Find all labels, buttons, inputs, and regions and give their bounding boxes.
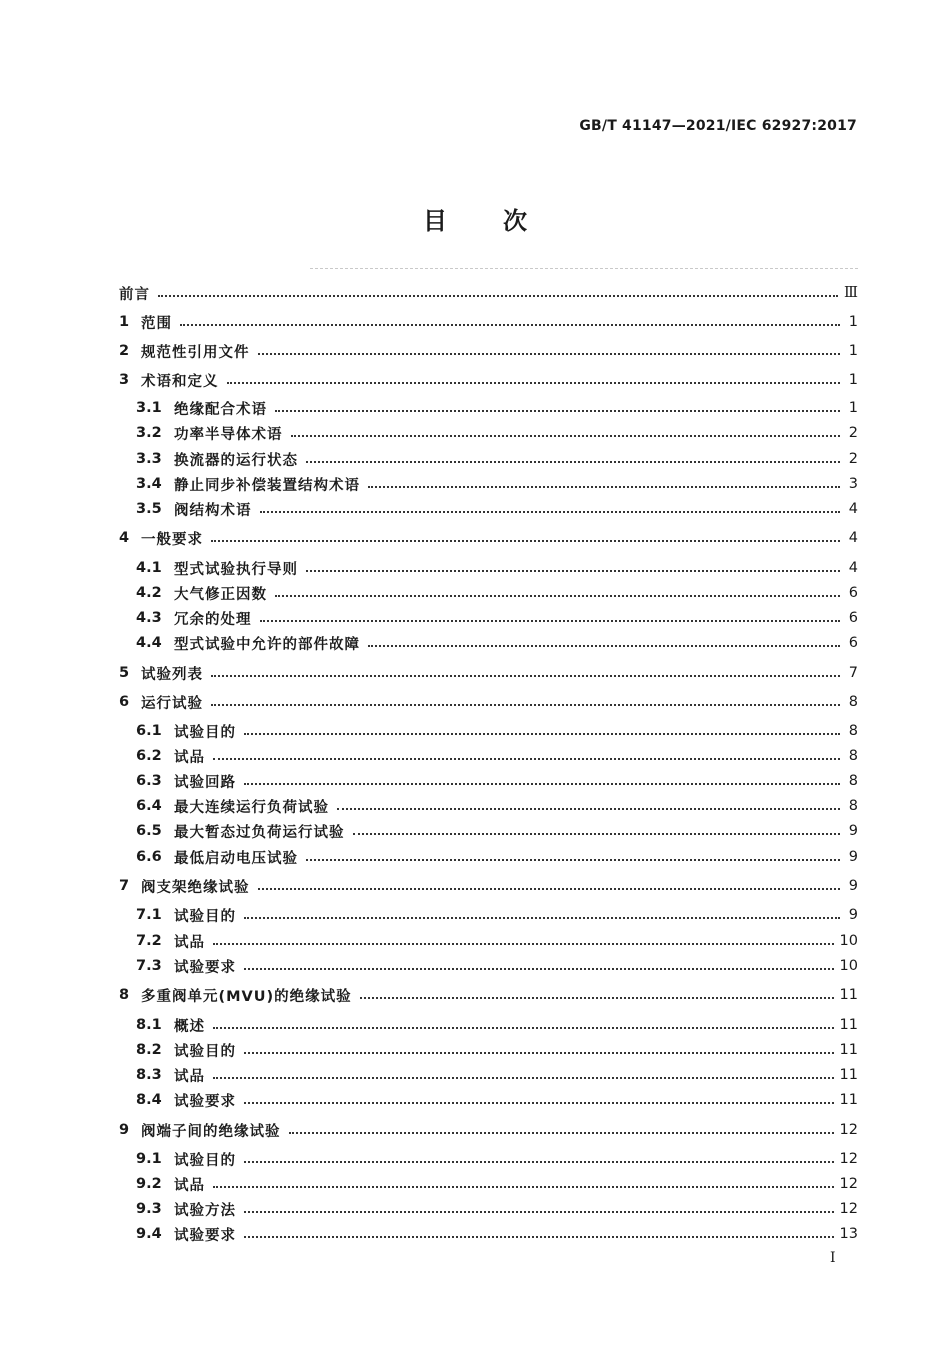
toc-entry[interactable] bbox=[119, 691, 858, 713]
toc-entry-page: 11 bbox=[839, 1042, 858, 1058]
toc-entry-number: 4 bbox=[119, 530, 130, 546]
toc-entry-label: 概述 bbox=[174, 1018, 205, 1035]
toc-entry-label: 阀结构术语 bbox=[174, 502, 252, 519]
toc-entry-label: 一般要求 bbox=[141, 531, 203, 548]
toc-entry-page: 11 bbox=[839, 987, 858, 1003]
toc-entry-number: 3.3 bbox=[136, 451, 162, 467]
toc-entry[interactable] bbox=[136, 557, 858, 579]
dot-leader bbox=[244, 733, 840, 735]
dot-leader bbox=[260, 620, 841, 622]
toc-entry-page: 12 bbox=[839, 1176, 858, 1192]
toc-entry-page: 7 bbox=[848, 665, 858, 681]
toc-entry-page: 8 bbox=[848, 723, 858, 739]
toc-entry-label: 型式试验中允许的部件故障 bbox=[174, 636, 360, 653]
toc-entry-page: 6 bbox=[848, 635, 858, 651]
toc-entry-page: 10 bbox=[839, 933, 858, 949]
toc-entry[interactable] bbox=[136, 582, 858, 604]
toc-entry-label: 阀端子间的绝缘试验 bbox=[141, 1123, 281, 1140]
toc-entry[interactable] bbox=[119, 1119, 858, 1141]
toc-entry-number: 7.1 bbox=[136, 907, 162, 923]
toc-entry-label: 静止同步补偿装置结构术语 bbox=[174, 477, 360, 494]
toc-entry-number: 4.4 bbox=[136, 635, 162, 651]
toc-entry-label: 试验要求 bbox=[174, 1227, 236, 1244]
toc-entry-number: 7.3 bbox=[136, 958, 162, 974]
toc-entry-number: 8.2 bbox=[136, 1042, 162, 1058]
toc-entry-number: 3 bbox=[119, 372, 130, 388]
toc-entry-label: 试验列表 bbox=[141, 666, 203, 683]
dot-leader bbox=[244, 968, 834, 970]
toc-entry-number: 3.1 bbox=[136, 400, 162, 416]
toc-entry-label: 试品 bbox=[174, 1177, 205, 1194]
toc-entry-label: 规范性引用文件 bbox=[141, 344, 250, 361]
toc-entry-number: 1 bbox=[119, 314, 130, 330]
toc-entry-page: 6 bbox=[848, 585, 858, 601]
dot-leader bbox=[360, 997, 834, 999]
toc-entry[interactable] bbox=[136, 846, 858, 868]
dot-leader bbox=[244, 917, 840, 919]
dot-leader bbox=[306, 461, 840, 463]
dot-leader bbox=[213, 758, 840, 760]
dot-leader bbox=[289, 1132, 834, 1134]
dot-leader bbox=[244, 783, 840, 785]
toc-entry[interactable] bbox=[136, 397, 858, 419]
toc-entry-label: 换流器的运行状态 bbox=[174, 452, 298, 469]
toc-entry[interactable] bbox=[136, 498, 858, 520]
page-title: 目次 bbox=[423, 207, 583, 235]
toc-entry-page: 4 bbox=[848, 501, 858, 517]
toc-entry[interactable] bbox=[136, 1039, 858, 1061]
toc-entry-page: Ⅲ bbox=[844, 285, 858, 301]
toc-entry[interactable] bbox=[136, 1173, 858, 1195]
toc-entry-label: 运行试验 bbox=[141, 695, 203, 712]
toc-entry[interactable] bbox=[136, 422, 858, 444]
toc-entry-number: 5 bbox=[119, 665, 130, 681]
toc-entry-number: 9.3 bbox=[136, 1201, 162, 1217]
toc-entry-number: 4.1 bbox=[136, 560, 162, 576]
toc-entry-page: 12 bbox=[839, 1201, 858, 1217]
toc-entry-number: 6.3 bbox=[136, 773, 162, 789]
toc-entry-number: 4.2 bbox=[136, 585, 162, 601]
dot-leader bbox=[260, 511, 841, 513]
dot-leader bbox=[306, 570, 840, 572]
toc-entry-page: 2 bbox=[848, 451, 858, 467]
dot-leader bbox=[275, 410, 840, 412]
dot-leader bbox=[244, 1161, 834, 1163]
toc-entry[interactable] bbox=[136, 448, 858, 470]
toc-entry[interactable] bbox=[136, 632, 858, 654]
toc-entry-page: 12 bbox=[839, 1122, 858, 1138]
toc-entry-number: 8.4 bbox=[136, 1092, 162, 1108]
toc-entry-page: 11 bbox=[839, 1067, 858, 1083]
toc-entry-label: 试验目的 bbox=[174, 1043, 236, 1060]
toc-entry[interactable] bbox=[136, 1223, 858, 1245]
toc-entry[interactable] bbox=[119, 984, 858, 1006]
toc-entry-number: 3.5 bbox=[136, 501, 162, 517]
toc-entry-page: 12 bbox=[839, 1151, 858, 1167]
toc-entry[interactable] bbox=[136, 1198, 858, 1220]
toc-entry[interactable] bbox=[136, 1064, 858, 1086]
toc-entry-number: 8.3 bbox=[136, 1067, 162, 1083]
dot-leader bbox=[244, 1211, 834, 1213]
toc-entry[interactable] bbox=[119, 311, 858, 333]
toc-entry-page: 3 bbox=[848, 476, 858, 492]
toc-entry-label: 试验要求 bbox=[174, 959, 236, 976]
toc-entry-label: 绝缘配合术语 bbox=[174, 401, 267, 418]
dot-leader bbox=[306, 859, 840, 861]
toc-entry-number: 3.4 bbox=[136, 476, 162, 492]
dot-leader bbox=[211, 675, 840, 677]
table-of-contents bbox=[119, 0, 858, 1345]
toc-entry-label: 冗余的处理 bbox=[174, 611, 252, 628]
toc-entry-label: 功率半导体术语 bbox=[174, 426, 283, 443]
toc-entry-page: 1 bbox=[848, 314, 858, 330]
toc-entry-label: 最低启动电压试验 bbox=[174, 850, 298, 867]
toc-entry[interactable] bbox=[119, 369, 858, 391]
toc-entry-label: 试验回路 bbox=[174, 774, 236, 791]
toc-entry-label: 试验目的 bbox=[174, 908, 236, 925]
dot-leader bbox=[213, 1027, 834, 1029]
toc-entry[interactable] bbox=[136, 795, 858, 817]
toc-entry[interactable] bbox=[119, 282, 858, 304]
dot-leader bbox=[291, 435, 841, 437]
toc-entry-page: 9 bbox=[848, 849, 858, 865]
toc-entry-number: 2 bbox=[119, 343, 130, 359]
toc-entry-number: 6.4 bbox=[136, 798, 162, 814]
toc-entry-page: 1 bbox=[848, 400, 858, 416]
toc-entry[interactable] bbox=[119, 527, 858, 549]
toc-entry-page: 11 bbox=[839, 1092, 858, 1108]
toc-entry[interactable] bbox=[136, 955, 858, 977]
dot-leader bbox=[213, 1186, 834, 1188]
dot-leader bbox=[244, 1102, 834, 1104]
toc-entry-page: 8 bbox=[848, 748, 858, 764]
toc-entry-number: 9.2 bbox=[136, 1176, 162, 1192]
toc-entry-number: 3.2 bbox=[136, 425, 162, 441]
toc-entry-number: 7.2 bbox=[136, 933, 162, 949]
dot-leader bbox=[244, 1236, 834, 1238]
toc-entry-label: 试验目的 bbox=[174, 724, 236, 741]
toc-entry-label: 最大连续运行负荷试验 bbox=[174, 799, 329, 816]
toc-entry[interactable] bbox=[136, 745, 858, 767]
toc-entry-label: 多重阀单元(MVU)的绝缘试验 bbox=[141, 988, 352, 1005]
toc-entry-label: 阀支架绝缘试验 bbox=[141, 879, 250, 896]
toc-entry-label: 型式试验执行导则 bbox=[174, 561, 298, 578]
dot-leader bbox=[337, 808, 840, 810]
dot-leader bbox=[158, 295, 838, 297]
toc-entry-page: 1 bbox=[848, 343, 858, 359]
toc-entry-page: 13 bbox=[839, 1226, 858, 1242]
toc-entry[interactable] bbox=[136, 473, 858, 495]
dot-leader bbox=[211, 704, 840, 706]
toc-entry-page: 1 bbox=[848, 372, 858, 388]
toc-entry[interactable] bbox=[136, 1014, 858, 1036]
toc-entry-label: 最大暂态过负荷运行试验 bbox=[174, 824, 345, 841]
standard-code: GB/T 41147—2021/IEC 62927:2017 bbox=[579, 118, 857, 134]
toc-entry-page: 9 bbox=[848, 907, 858, 923]
footer-page-number: I bbox=[830, 1250, 836, 1266]
toc-entry[interactable] bbox=[136, 607, 858, 629]
dot-leader bbox=[213, 1077, 834, 1079]
toc-entry[interactable] bbox=[136, 904, 858, 926]
dot-leader bbox=[258, 888, 841, 890]
toc-entry-number: 6.1 bbox=[136, 723, 162, 739]
toc-entry-label: 试验要求 bbox=[174, 1093, 236, 1110]
toc-entry-number: 9.1 bbox=[136, 1151, 162, 1167]
dot-leader bbox=[227, 382, 841, 384]
dot-leader bbox=[258, 353, 841, 355]
toc-entry-page: 9 bbox=[848, 878, 858, 894]
toc-entry-label: 术语和定义 bbox=[141, 373, 219, 390]
toc-entry-page: 11 bbox=[839, 1017, 858, 1033]
toc-entry-number: 9 bbox=[119, 1122, 130, 1138]
toc-entry[interactable] bbox=[136, 720, 858, 742]
dot-leader bbox=[244, 1052, 834, 1054]
toc-entry-label: 前言 bbox=[119, 286, 150, 303]
toc-entry-label: 范围 bbox=[141, 315, 172, 332]
toc-entry-label: 试品 bbox=[174, 1068, 205, 1085]
toc-entry[interactable] bbox=[136, 1148, 858, 1170]
dot-leader bbox=[211, 540, 840, 542]
dot-leader bbox=[353, 833, 841, 835]
toc-entry-label: 试品 bbox=[174, 749, 205, 766]
toc-entry-number: 4.3 bbox=[136, 610, 162, 626]
toc-entry-number: 6.5 bbox=[136, 823, 162, 839]
toc-entry[interactable] bbox=[136, 820, 858, 842]
toc-entry-page: 4 bbox=[848, 530, 858, 546]
toc-entry[interactable] bbox=[119, 875, 858, 897]
toc-entry-page: 8 bbox=[848, 798, 858, 814]
toc-entry[interactable] bbox=[136, 1089, 858, 1111]
dot-leader bbox=[368, 645, 840, 647]
dot-leader bbox=[368, 486, 840, 488]
toc-entry-page: 2 bbox=[848, 425, 858, 441]
toc-entry-number: 6.6 bbox=[136, 849, 162, 865]
dot-leader bbox=[275, 595, 840, 597]
toc-entry-label: 试验目的 bbox=[174, 1152, 236, 1169]
toc-entry[interactable] bbox=[136, 930, 858, 952]
dot-leader bbox=[180, 324, 840, 326]
toc-entry-number: 6 bbox=[119, 694, 130, 710]
toc-entry-number: 6.2 bbox=[136, 748, 162, 764]
toc-entry[interactable] bbox=[119, 662, 858, 684]
toc-entry-number: 8 bbox=[119, 987, 130, 1003]
dot-leader bbox=[213, 943, 834, 945]
toc-entry[interactable] bbox=[136, 770, 858, 792]
toc-entry-page: 6 bbox=[848, 610, 858, 626]
toc-entry[interactable] bbox=[119, 340, 858, 362]
toc-entry-label: 大气修正因数 bbox=[174, 586, 267, 603]
toc-entry-number: 9.4 bbox=[136, 1226, 162, 1242]
toc-entry-page: 4 bbox=[848, 560, 858, 576]
toc-entry-page: 10 bbox=[839, 958, 858, 974]
toc-entry-page: 8 bbox=[848, 773, 858, 789]
toc-entry-page: 8 bbox=[848, 694, 858, 710]
toc-entry-page: 9 bbox=[848, 823, 858, 839]
toc-entry-label: 试验方法 bbox=[174, 1202, 236, 1219]
toc-entry-number: 7 bbox=[119, 878, 130, 894]
toc-entry-label: 试品 bbox=[174, 934, 205, 951]
toc-entry-number: 8.1 bbox=[136, 1017, 162, 1033]
